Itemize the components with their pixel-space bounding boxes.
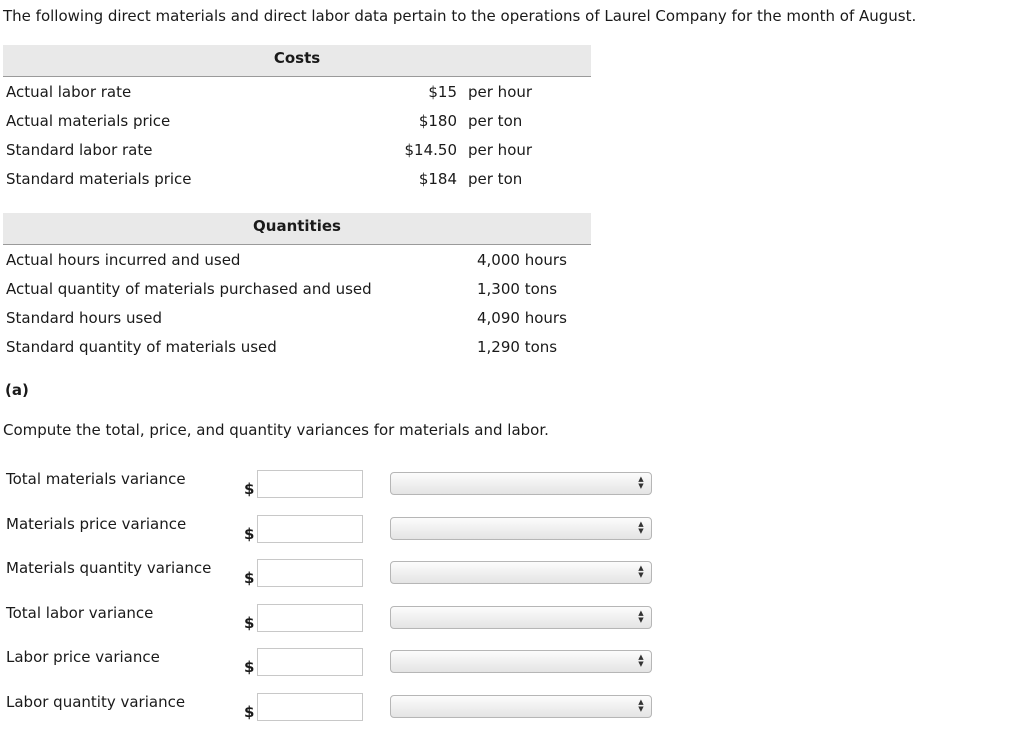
- quantities-row: [3, 275, 591, 304]
- updown-arrows-icon: ▲ ▼: [638, 475, 644, 490]
- updown-arrows-icon: ▲ ▼: [638, 564, 644, 579]
- total-materials-variance-input[interactable]: [257, 470, 363, 498]
- costs-table: [3, 45, 591, 194]
- cost-unit: per ton: [468, 112, 523, 130]
- answer-label: Materials price variance: [6, 515, 187, 533]
- dollar-sign: $: [244, 703, 255, 721]
- labor-price-variance-select[interactable]: [390, 650, 652, 673]
- updown-arrows-icon: ▲ ▼: [638, 609, 644, 624]
- answer-row-labor-quantity: [0, 693, 660, 727]
- costs-row: [3, 165, 591, 194]
- dollar-sign: $: [244, 614, 255, 632]
- cost-amount: $15: [428, 83, 457, 101]
- labor-price-variance-input[interactable]: [257, 648, 363, 676]
- quantity-value: 1,300 tons: [477, 280, 558, 298]
- answer-row-materials-quantity: [0, 559, 660, 593]
- quantity-label: Standard quantity of materials used: [6, 338, 277, 356]
- answer-row-materials-price: [0, 515, 660, 549]
- instruction-text: Compute the total, price, and quantity variances for materials and labor.: [3, 421, 549, 439]
- quantity-value: 1,290 tons: [477, 338, 558, 356]
- answer-row-labor-price: [0, 648, 660, 682]
- updown-arrows-icon: ▲ ▼: [638, 520, 644, 535]
- answer-label: Total materials variance: [6, 470, 186, 488]
- updown-arrows-icon: ▲ ▼: [638, 698, 644, 713]
- total-labor-variance-input[interactable]: [257, 604, 363, 632]
- quantities-table: [3, 213, 591, 362]
- quantity-label: Actual quantity of materials purchased and used: [6, 280, 372, 298]
- answer-label: Total labor variance: [6, 604, 154, 622]
- cost-unit: per hour: [468, 83, 533, 101]
- materials-quantity-variance-select[interactable]: [390, 561, 652, 584]
- costs-row: [3, 78, 591, 107]
- cost-label: Standard materials price: [6, 170, 192, 188]
- intro-text: The following direct materials and direct labor data pertain to the operations of Laurel Company for the month of August.: [3, 7, 917, 25]
- quantities-row: [3, 246, 591, 275]
- quantity-value: 4,000 hours: [477, 251, 567, 269]
- cost-amount: $184: [418, 170, 457, 188]
- costs-row: [3, 136, 591, 165]
- answer-label: Labor quantity variance: [6, 693, 186, 711]
- quantities-header: Quantities: [3, 213, 591, 245]
- cost-label: Actual materials price: [6, 112, 171, 130]
- quantities-row: [3, 333, 591, 362]
- quantity-value: 4,090 hours: [477, 309, 567, 327]
- cost-amount: $14.50: [404, 141, 457, 159]
- cost-label: Actual labor rate: [6, 83, 132, 101]
- quantity-label: Actual hours incurred and used: [6, 251, 241, 269]
- dollar-sign: $: [244, 525, 255, 543]
- dollar-sign: $: [244, 658, 255, 676]
- part-label: (a): [5, 381, 29, 399]
- labor-quantity-variance-input[interactable]: [257, 693, 363, 721]
- cost-unit: per ton: [468, 170, 523, 188]
- total-materials-variance-select[interactable]: [390, 472, 652, 495]
- answer-label: Materials quantity variance: [6, 559, 212, 577]
- labor-quantity-variance-select[interactable]: [390, 695, 652, 718]
- answer-row-total-labor: [0, 604, 660, 638]
- cost-label: Standard labor rate: [6, 141, 153, 159]
- quantities-row: [3, 304, 591, 333]
- cost-unit: per hour: [468, 141, 533, 159]
- dollar-sign: $: [244, 480, 255, 498]
- updown-arrows-icon: ▲ ▼: [638, 653, 644, 668]
- materials-price-variance-input[interactable]: [257, 515, 363, 543]
- cost-amount: $180: [418, 112, 457, 130]
- answer-row-total-materials: [0, 470, 660, 504]
- materials-quantity-variance-input[interactable]: [257, 559, 363, 587]
- costs-row: [3, 107, 591, 136]
- materials-price-variance-select[interactable]: [390, 517, 652, 540]
- answer-label: Labor price variance: [6, 648, 160, 666]
- quantity-label: Standard hours used: [6, 309, 163, 327]
- total-labor-variance-select[interactable]: [390, 606, 652, 629]
- dollar-sign: $: [244, 569, 255, 587]
- costs-header: Costs: [3, 45, 591, 77]
